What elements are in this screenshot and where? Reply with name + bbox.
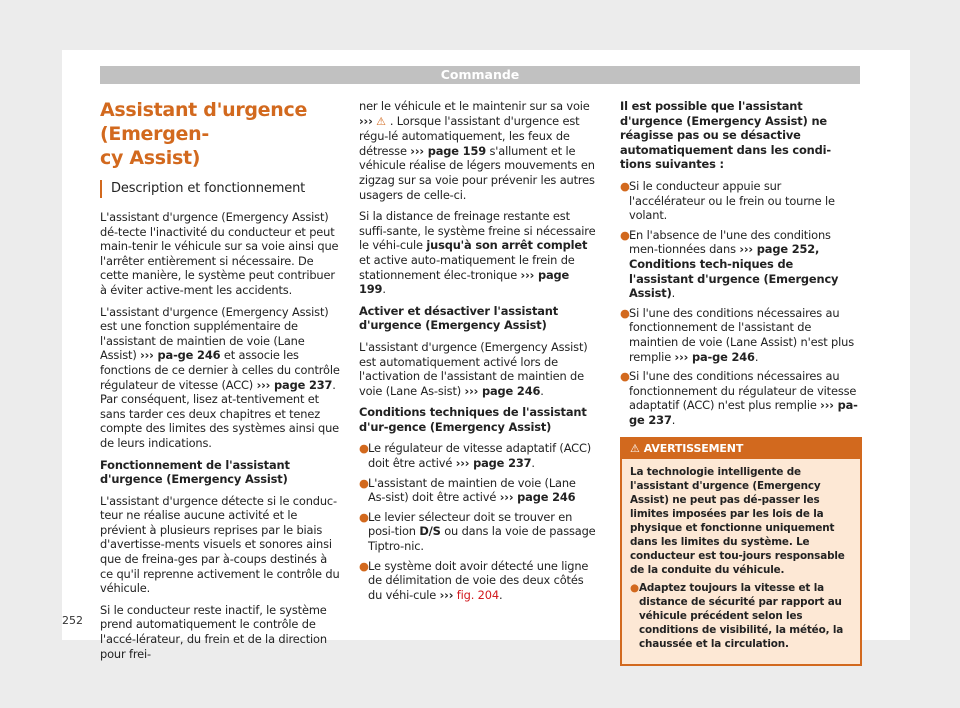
warning-text: La technologie intelligente de l'assistant d'urgence (Emergency Assist) ne peut pas dé-passer les limites imposées par les lois de la physique et fonctionne uniquement dans les limites du système. Le conducteur est tou-jours responsable de la conduite du véhicule.: [630, 466, 845, 577]
paragraph: ner le véhicule et le maintenir sur sa voie ››› ⚠ . Lorsque l'assistant d'urgence est régu-lé automatiquement, les feux de détresse ››› page 159 s'allument et le véhicule réalise de légers mouvements en zigzag sur sa voie pour prévenir les autres usagers de celle-ci.: [359, 99, 595, 202]
list-item: ● Si le conducteur appuie sur l'accélérateur ou le frein ou tourne le volant.: [620, 178, 835, 223]
paragraph: L'assistant d'urgence (Emergency Assist) dé-tecte l'inactivité du conducteur et peut main-tenir le véhicule sur sa voie ainsi que l'arrêter entièrement si nécessaire. De cette manière, le système peut contribuer à éviter active-ment les accidents.: [100, 210, 339, 297]
column-3: [620, 99, 860, 666]
warning-body: [622, 459, 860, 664]
page-link[interactable]: ››› pa-ge 246: [674, 349, 755, 364]
warning-triangle-icon: ⚠: [630, 442, 640, 456]
bullet-dot: ●: [359, 441, 369, 456]
subheading: Il est possible que l'assistant d'urgence (Emergency Assist) ne réagisse pas ou se désactive automatiquement dans les condi-tions suivantes :: [620, 99, 831, 172]
paragraph: Si la distance de freinage restante est suffi-sante, le système freine si nécessaire le véhi-cule jusqu'à son arrêt complet et active auto-matiquement le frein de stationnement élec-tronique ››› page 199.: [359, 209, 596, 297]
page-link[interactable]: ››› page 159: [410, 143, 487, 158]
warning-box: [620, 437, 862, 666]
bullet-dot: ●: [620, 227, 630, 242]
paragraph: L'assistant d'urgence détecte si le conduc-teur ne réalise aucune activité et le prévient à plusieurs reprises par le biais d'avertisse-ments visuels et sonores ainsi que de freina-ges par à-coups destinés à ce qu'il reprenne activement le contrôle du véhicule.: [100, 493, 340, 596]
list-item: ● En l'absence de l'une des conditions men-tionnées dans ››› page 252, Conditions tech-niques de l'assistant d'urgence (Emergency Assist).: [620, 227, 839, 301]
page-link[interactable]: ››› page 237: [455, 456, 532, 471]
page-link[interactable]: ››› page 199: [359, 267, 570, 297]
page-link[interactable]: ››› page 252, Conditions tech-niques de l'assistant d'urgence (Emergency Assist): [629, 242, 839, 301]
column-2: [359, 99, 596, 607]
list-item: ● Si l'une des conditions nécessaires au fonctionnement du régulateur de vitesse adaptatif (ACC) n'est plus remplie ››› pa-ge 237.: [620, 369, 858, 427]
page-link[interactable]: ››› pa-ge 237: [629, 398, 858, 427]
section-subtitle: Description et fonctionnement: [100, 180, 340, 198]
column-1: [100, 98, 340, 668]
paragraph: L'assistant d'urgence (Emergency Assist) est une fonction supplémentaire de l'assistant de maintien de voie (Lane Assist) ››› pa-ge 246 et associe les fonctions de ce dernier à celles du contrôle régulateur de vitesse (ACC) ››› page 237. Par conséquent, lisez at-tentivement et sans tarder ces deux chapitres et tenez compte des limites des systèmes ainsi que de leurs indications.: [100, 304, 340, 450]
page-title: Assistant d'urgence (Emergen- cy Assist): [100, 99, 308, 169]
warning-triangle-icon: ⚠: [376, 114, 386, 128]
paragraph: L'assistant d'urgence (Emergency Assist) est automatiquement activé lors de l'activation de l'assistant de maintien de voie (Lane As-sist) ››› page 246.: [359, 339, 588, 398]
bullet-dot: ●: [359, 475, 369, 490]
bullet-dot: ●: [359, 558, 369, 573]
warning-header: ⚠ AVERTISSEMENT: [622, 439, 860, 459]
bullet-dot: ●: [620, 369, 630, 384]
list-item: ● Le levier sélecteur doit se trouver en posi-tion D/S ou dans la voie de passage Tiptro-nic.: [359, 509, 596, 554]
list-item: ● Si l'une des conditions nécessaires au fonctionnement de l'assistant de maintien de voie (Lane Assist) n'est plus remplie ››› pa-ge 246.: [620, 305, 854, 364]
bullet-dot: ●: [630, 582, 639, 595]
page-link[interactable]: ››› page 246: [499, 490, 576, 505]
subheading: Activer et désactiver l'assistant d'urgence (Emergency Assist): [359, 303, 559, 333]
bullet-dot: ●: [620, 305, 630, 320]
bullet-dot: ●: [620, 178, 630, 193]
paragraph: Si le conducteur reste inactif, le système prend automatiquement le contrôle de l'accé-lérateur, du frein et de la direction pour frei-: [100, 602, 327, 661]
list-item: ● Le système doit avoir détecté une ligne de délimitation de voie des deux côtés du véhi-cule ››› fig. 204.: [359, 558, 589, 602]
list-item: ● Le régulateur de vitesse adaptatif (ACC) doit être activé ››› page 237.: [359, 441, 592, 471]
figure-link[interactable]: fig. 204: [453, 587, 499, 602]
page-number: 252: [62, 614, 83, 627]
list-item: ● L'assistant de maintien de voie (Lane As-sist) doit être activé ››› page 246: [359, 475, 576, 505]
page-link[interactable]: ››› page 237: [256, 377, 333, 392]
page-link[interactable]: ››› page 246: [464, 383, 541, 398]
subheading: Conditions techniques de l'assistant d'ur-gence (Emergency Assist): [359, 405, 587, 434]
list-item: ● Adaptez toujours la vitesse et la distance de sécurité par rapport au véhicule précédent selon les conditions de visibilité, la météo, la chaussée et la circulation.: [630, 582, 844, 651]
bullet-dot: ●: [359, 509, 369, 524]
section-header: Commande: [100, 66, 860, 84]
page-link[interactable]: ››› pa-ge 246: [140, 348, 221, 363]
subheading: Fonctionnement de l'assistant d'urgence (Emergency Assist): [100, 457, 290, 487]
